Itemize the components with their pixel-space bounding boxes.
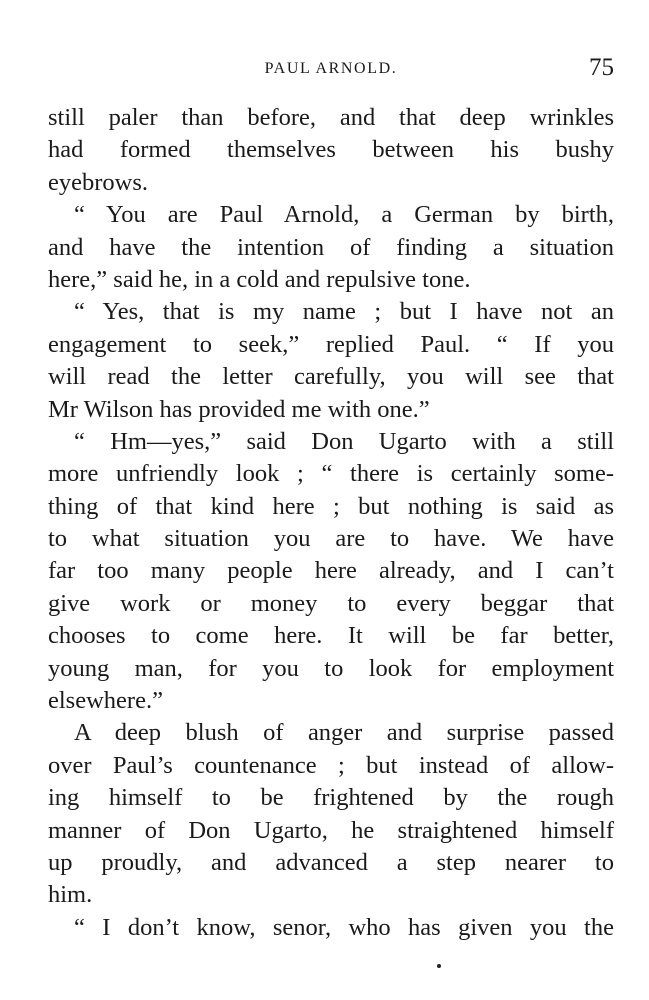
text-line: over Paul’s countenance ; but instead of allow- [48,751,614,779]
text-line: eyebrows. [48,168,149,196]
text-line: here,” said he, in a cold and repulsive tone. [48,265,471,293]
text-line: give work or money to every beggar that [48,589,614,617]
text-line: him. [48,881,93,909]
text-line: engagement to seek,” replied Paul. “ If you [48,330,614,358]
text-line: “ I don’t know, senor, who has given you the [74,913,614,941]
text-line: had formed themselves between his bushy [48,136,614,164]
text-line: far too many people here already, and I can’t [48,557,614,585]
text-line: up proudly, and advanced a step nearer to [48,848,614,876]
text-line: to what situation you are to have. We have [48,525,614,553]
body-text [48,102,614,944]
text-line: “ Yes, that is my name ; but I have not an [74,298,614,326]
page-number: 75 [589,54,614,81]
text-line: elsewhere.” [48,687,163,715]
running-head: PAUL ARNOLD. [264,60,398,77]
text-line: chooses to come here. It will be far better, [48,622,614,650]
text-line: young man, for you to look for employment [48,654,614,682]
text-line: Mr Wilson has provided me with one.” [48,395,430,423]
text-line: will read the letter carefully, you will see that [48,363,614,391]
text-line: manner of Don Ugarto, he straightened himself [48,816,614,844]
text-line: thing of that kind here ; but nothing is said as [48,492,614,520]
text-line: “ Hm—yes,” said Don Ugarto with a still [74,427,614,455]
print-speck [437,964,441,968]
text-line: and have the intention of finding a situation [48,233,614,261]
text-line: A deep blush of anger and surprise passed [74,719,614,747]
text-line: more unfriendly look ; “ there is certainly some- [48,460,614,488]
page-header [48,56,614,86]
text-line: still paler than before, and that deep wrinkles [48,104,614,131]
text-line: ing himself to be frightened by the rough [48,784,614,812]
text-line: “ You are Paul Arnold, a German by birth, [74,201,614,229]
